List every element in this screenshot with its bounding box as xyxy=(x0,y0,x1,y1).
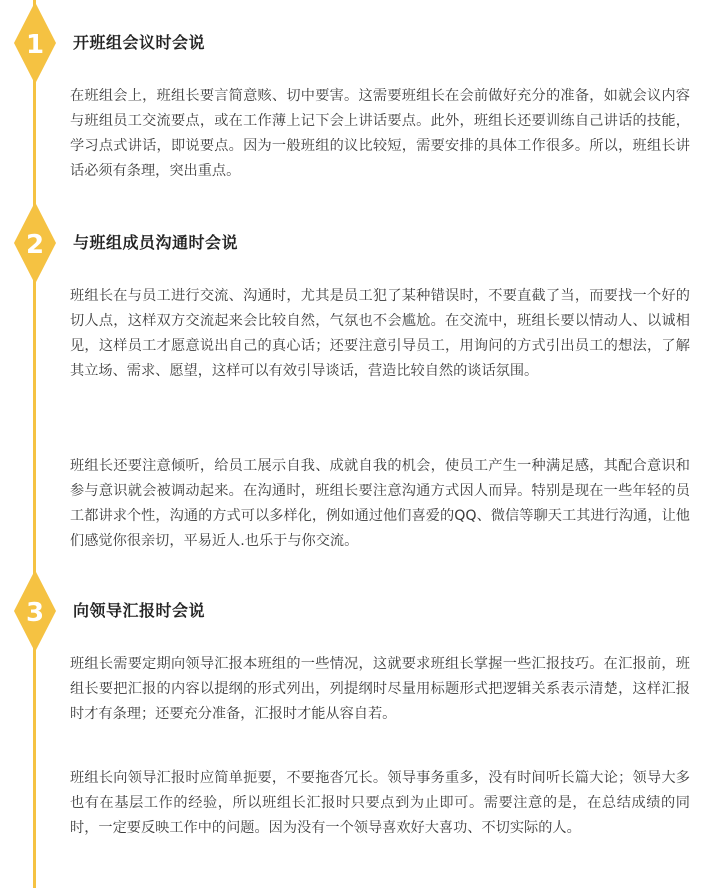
section-number: 1 xyxy=(25,30,45,60)
paragraph: 在班组会上，班组长要言简意赅、切中要害。这需要班组长在会前做好充分的准备，如就会议内容与班组员工交流要点，或在工作薄上记下会上讲话要点。此外，班组长还要训练自己讲话的技能，学习点式讲话，即说要点。因为一般班组的议比较短，需要安排的具体工作很多。所以，班组长讲话必须有条理，突出重点。 xyxy=(70,88,690,179)
paragraph: 班组长向领导汇报时应简单扼要，不要拖沓冗长。领导事务重多，没有时间听长篇大论；领导大多也有在基层工作的经验，所以班组长汇报时只要点到为止即可。需要注意的是，在总结成绩的同时，一定要反映工作中的问题。因为没有一个领导喜欢好大喜功、不切实际的人。 xyxy=(70,770,690,836)
paragraph: 班组长在与员工进行交流、沟通时，尤其是员工犯了某种错误时，不要直截了当，而要找一个好的切人点，这样双方交流起来会比较自然，气氛也不会尴尬。在交流中，班组长要以情动人、以诚相见，这样员工才愿意说出自己的真心话；还要注意引导员工，用询问的方式引出员工的想法，了解其立场、需求、愿望，这样可以有效引导谈话，营造比较自然的谈话氛围。 xyxy=(70,288,690,379)
section-title: 与班组成员沟通时会说 xyxy=(73,233,239,252)
paragraph: 班组长还要注意倾听，给员工展示自我、成就自我的机会，使员工产生一种满足感，其配合意识和参与意识就会被调动起来。在沟通时，班组长要注意沟通方式因人而异。特别是现在一些年轻的员工都讲求个性，沟通的方式可以多样化，例如通过他们喜爱的QQ、微信等聊天工其进行沟通，让他们感觉你很亲切，平易近人.也乐于与你交流。 xyxy=(70,458,690,549)
section-number: 3 xyxy=(25,598,45,628)
section-title: 开班组会议时会说 xyxy=(73,33,206,52)
timeline-line xyxy=(33,0,36,888)
section-2-number-badge xyxy=(12,200,58,286)
section-1-number-badge xyxy=(12,0,58,86)
paragraph: 班组长需要定期向领导汇报本班组的一些情况，这就要求班组长掌握一些汇报技巧。在汇报前，班组长要把汇报的内容以提纲的形式列出，列提纲时尽量用标题形式把逻辑关系表示清楚，这样汇报时才有条理；还要充分准备，汇报时才能从容自若。 xyxy=(70,656,690,722)
section-title: 向领导汇报时会说 xyxy=(73,601,206,620)
section-3-number-badge xyxy=(12,568,58,654)
section-number: 2 xyxy=(25,230,45,260)
